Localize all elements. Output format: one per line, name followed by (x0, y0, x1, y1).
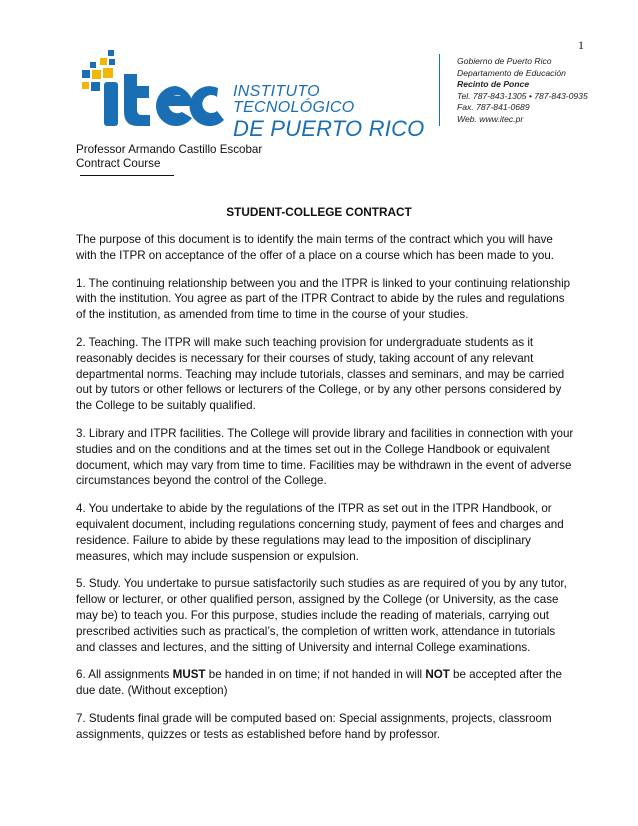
paragraph-3: 3. Library and ITPR facilities. The College will provide library and facilities in connection with your studies and on the conditions and at the times set out in the College Handbook or equivalent document, which may vary from time to time. Facilities may be withdrawn in the event of adverse circumstances beyond the control of the College. (76, 426, 574, 488)
institution-name-line2: DE PUERTO RICO (233, 116, 425, 141)
agency-line-fax: Fax. 787-841-0689 (457, 102, 530, 112)
paragraph-6-part2: be handed in on time; if not handed in will (205, 668, 426, 682)
paragraph-5: 5. Study. You undertake to pursue satisfactorily such studies as are required of you by any tutor, fellow or lecturer, or other qualified person, assigned by the College (or University, as the case may be) to teach you. For this purpose, studies include the reading of materials, carrying out prescribed activities such as practical’s, the completion of written work, attendance in tutorials and classes and lectures, and the sitting of University and internal College examinations. (76, 577, 567, 654)
document-title: STUDENT-COLLEGE CONTRACT (226, 205, 412, 219)
paragraph-6 (76, 667, 576, 699)
paragraph-4: 4. You undertake to abide by the regulations of the ITPR as set out in the ITPR Handbook, or equivalent document, including regulations concerning study, payment of fees and charges and residence. Failure to abide by these regulations may lead to the imposition of disciplinary measures, which may include suspension or expulsion. (76, 502, 564, 563)
institution-name-line1: INSTITUTO TECNOLÓGICO (233, 83, 355, 116)
paragraph-6-part1: 6. All assignments (76, 668, 173, 682)
agency-contact-block (457, 56, 588, 125)
agency-line-phone: Tel. 787-843-1305 • 787-843-0935 (457, 90, 588, 101)
institution-name (233, 84, 438, 140)
paragraph-2: 2. Teaching. The ITPR will make such teaching provision for undergraduate students as it reasonably decides is necessary for their courses of study, taking account of any relevant departmental norms. Teaching may include tutorials, classes and seminars, and may be carried out by tutors or other fellows or lecturers of the College, or by any other persons considered by the College to be suitably qualified. (76, 335, 565, 413)
agency-line: Departamento de Educación (457, 67, 566, 78)
emphasis-must: MUST (172, 668, 206, 682)
agency-line-campus: Recinto de Ponce (457, 79, 530, 89)
signature-line (80, 175, 174, 176)
course-name: Contract Course (76, 157, 161, 170)
paragraph-7: 7. Students final grade will be computed based on: Special assignments, projects, classroom assignments, quizzes or tests as established before hand by professor. (76, 711, 552, 741)
paragraph-1: 1. The continuing relationship between you and the ITPR is linked to your continuing relationship with the institution. You agree as part of the ITPR Contract to abide by the rules and regulations of the institution, as amended from time to time in the course of your studies. (76, 276, 571, 322)
agency-line-web: Web. www.itec.pr (457, 113, 524, 124)
itec-logo-mark (78, 46, 228, 136)
professor-block (76, 143, 262, 171)
page-number: 1 (578, 38, 584, 52)
emphasis-not: NOT (425, 668, 450, 682)
agency-line: Gobierno de Puerto Rico (457, 56, 552, 66)
paragraph-intro: The purpose of this document is to identify the main terms of the contract which you will have with the ITPR on acceptance of the offer of a place on a course which has been made to you. (76, 233, 554, 262)
professor-name: Professor Armando Castillo Escobar (76, 143, 263, 156)
paragraph-6-part3: be accepted after the due date. (Without exception) (76, 668, 562, 698)
contract-body (76, 232, 576, 755)
header-divider (439, 54, 440, 126)
institution-logo (78, 46, 438, 141)
